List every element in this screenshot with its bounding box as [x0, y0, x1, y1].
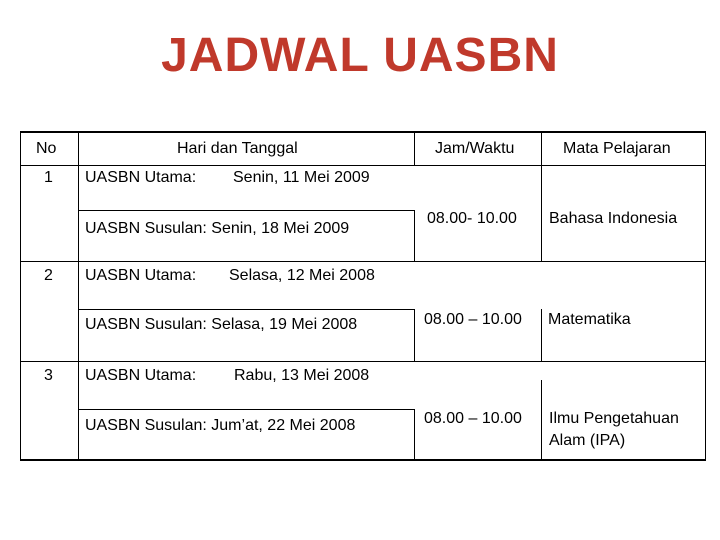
- table-border-right: [705, 131, 706, 461]
- row3-mapel-line2: Alam (IPA): [549, 432, 626, 449]
- row3-inner-divider: [78, 409, 414, 410]
- row1-susulan: UASBN Susulan: Senin, 18 Mei 2009: [85, 220, 350, 237]
- column-divider-3-row2: [541, 309, 542, 361]
- row3-jam: 08.00 – 10.00: [424, 410, 522, 427]
- header-no: No: [36, 140, 57, 157]
- row1-utama-date: Senin, 11 Mei 2009: [233, 169, 370, 186]
- column-divider-3-row1: [541, 165, 542, 261]
- row2-mapel: Matematika: [548, 311, 631, 328]
- header-hari-tanggal: Hari dan Tanggal: [177, 140, 298, 157]
- row2-jam: 08.00 – 10.00: [424, 311, 522, 328]
- row3-mapel-line1: Ilmu Pengetahuan: [549, 410, 679, 427]
- row1-row2-divider: [20, 261, 706, 262]
- row2-inner-divider: [78, 309, 414, 310]
- table-border-bottom: [20, 459, 706, 461]
- row2-susulan: UASBN Susulan: Selasa, 19 Mei 2008: [85, 316, 358, 333]
- row3-number: 3: [44, 367, 53, 384]
- row1-jam: 08.00- 10.00: [427, 210, 517, 227]
- table-border-top: [20, 131, 706, 133]
- table-header-divider: [20, 165, 706, 166]
- page-title: JADWAL UASBN: [161, 29, 559, 82]
- row2-utama-label: UASBN Utama:: [85, 267, 197, 284]
- column-divider-1: [78, 131, 79, 461]
- column-divider-2-row3: [414, 409, 415, 461]
- row3-utama-date: Rabu, 13 Mei 2008: [234, 367, 370, 384]
- table-border-left: [20, 131, 21, 461]
- header-mata-pelajaran: Mata Pelajaran: [563, 140, 671, 157]
- row3-utama-label: UASBN Utama:: [85, 367, 197, 384]
- row3-susulan: UASBN Susulan: Jum’at, 22 Mei 2008: [85, 417, 356, 434]
- column-divider-3-top: [541, 131, 542, 165]
- column-divider-2-row2: [414, 309, 415, 361]
- column-divider-3-row3: [541, 380, 542, 461]
- column-divider-2-top: [414, 131, 415, 165]
- row1-number: 1: [44, 169, 53, 186]
- row2-utama-date: Selasa, 12 Mei 2008: [229, 267, 375, 284]
- row1-inner-divider: [78, 210, 414, 211]
- header-jam-waktu: Jam/Waktu: [435, 140, 515, 157]
- row2-row3-divider: [20, 361, 706, 362]
- row2-number: 2: [44, 267, 53, 284]
- row1-utama-label: UASBN Utama:: [85, 169, 197, 186]
- row1-mapel: Bahasa Indonesia: [549, 210, 678, 227]
- column-divider-2-row1: [414, 210, 415, 261]
